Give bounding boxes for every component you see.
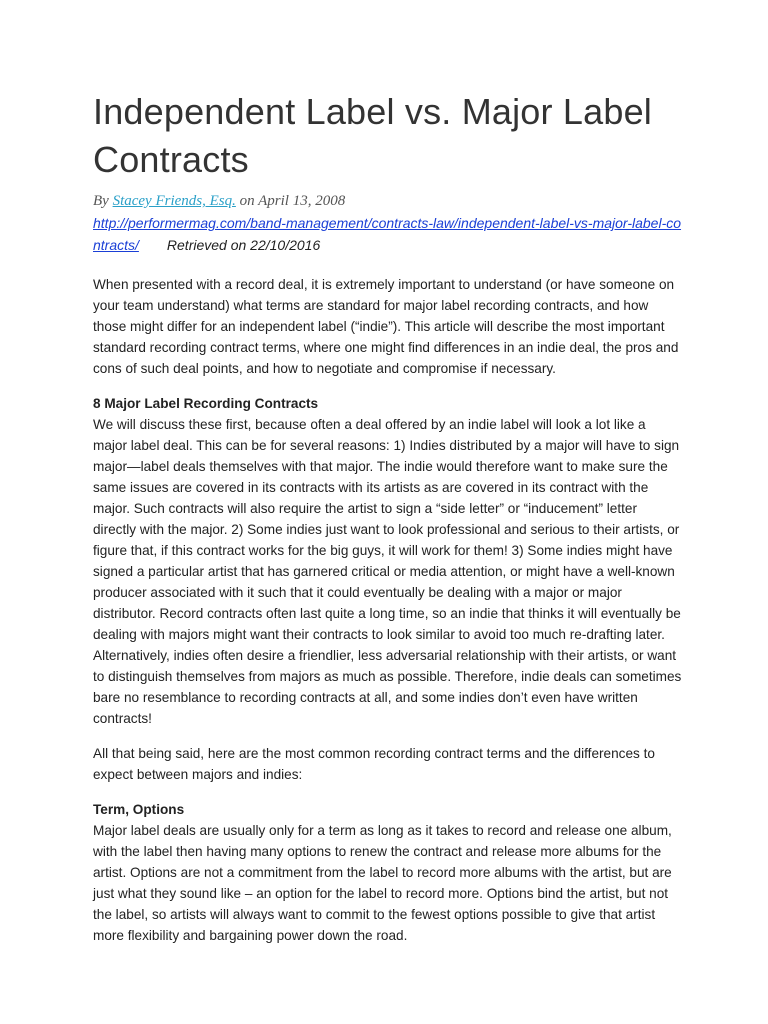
intro-paragraph: When presented with a record deal, it is extremely important to understand (or have someone on your team understand) what terms are standard for major label recording contracts, and how those might differ for an independent label (“indie”). This article will describe the most important standard recording contract terms, where one might find differences in an indie deal, the pros and cons of such deal points, and how to negotiate and compromise if necessary. bbox=[93, 277, 679, 376]
author-link[interactable]: Stacey Friends, Esq. bbox=[112, 193, 236, 209]
byline-date: on April 13, 2008 bbox=[235, 193, 346, 209]
source-url-link[interactable]: http://performermag.com/band-management/contracts-law/independent-label-vs-major-label-contracts/ bbox=[93, 215, 682, 253]
byline bbox=[93, 190, 683, 212]
section-paragraph-major-label: We will discuss these first, because often a deal offered by an indie label will look a lot like a major label deal. This can be for several reasons: 1) Indies distributed by a major will have to sign major—label deals themselves with that major. The indie would therefore want to make sure the same issues are covered in its contracts with its artists as are covered in its contract with the major. Such contracts will also require the artist to sign a “side letter” or “inducement” letter directly with the major. 2) Some indies just want to look professional and serious to their artists, or figure that, if this contract works for the big guys, it will work for them! 3) Some indies might have signed a particular artist that has garnered critical or media attention, or might have a well-known producer associated with it such that it could eventually be dealing with a major or major distributor. Record contracts often last quite a long time, so an indie that thinks it will eventually be dealing with majors might want their contracts to look similar to avoid too much re-drafting later. Alternatively, indies often desire a friendlier, less adversarial relationship with their artists, or want to distinguish themselves from majors as much as possible. Therefore, indie deals can sometimes bare no resemblance to recording contracts at all, and some indies don’t even have written contracts! bbox=[93, 417, 682, 726]
retrieved-date: Retrieved on 22/10/2016 bbox=[166, 237, 321, 253]
section-paragraph-term-options: Major label deals are usually only for a term as long as it takes to record and release one album, with the label then having many options to renew the contract and release more albums for the artist. Options are not a commitment from the label to record more albums with the artist, but are just what they sound like – an option for the label to record more. Options bind the artist, but not the label, so artists will always want to commit to the fewest options possible to give that artist more flexibility and bargaining power down the road. bbox=[93, 823, 672, 943]
section-heading-major-label: 8 Major Label Recording Contracts bbox=[93, 396, 319, 411]
document-page bbox=[93, 88, 683, 960]
byline-prefix: By bbox=[93, 193, 113, 209]
source-line bbox=[93, 212, 683, 256]
transition-paragraph: All that being said, here are the most common recording contract terms and the differences to expect between majors and indies: bbox=[93, 746, 655, 782]
article-title: Independent Label vs. Major Label Contracts bbox=[93, 91, 652, 180]
section-heading-term-options: Term, Options bbox=[93, 802, 185, 817]
